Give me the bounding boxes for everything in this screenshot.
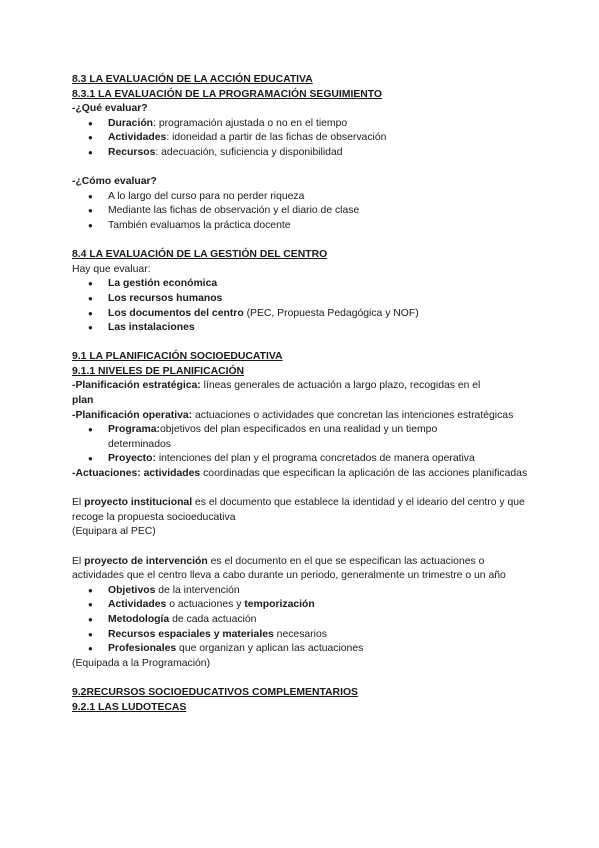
list-item: ● Recursos: adecuación, suficiencia y disponibilidad <box>72 146 532 161</box>
list-item: ● Los documentos del centro (PEC, Propuesta Pedagógica y NOF) <box>72 307 532 322</box>
subsection-heading-8-3-1: 8.3.1 LA EVALUACIÓN DE LA PROGRAMACIÓN SEGUIMIENTO <box>72 88 383 100</box>
list-item: ● Proyecto: intenciones del plan y el programa concretados de manera operativa <box>72 452 532 467</box>
document-page <box>72 73 532 715</box>
list-item: ● Los recursos humanos <box>72 292 532 307</box>
list-item: ● Metodología de cada actuación <box>72 613 532 628</box>
list-item: ● Actividades: idoneidad a partir de las fichas de observación <box>72 131 532 146</box>
intervention-note: (Equipada a la Programación) <box>72 657 211 669</box>
how-list <box>72 190 532 234</box>
section-heading-8-3: 8.3 LA EVALUACIÓN DE LA ACCIÓN EDUCATIVA <box>72 74 313 85</box>
subsection-heading-9-2-1: 9.2.1 LAS LUDOTECAS <box>72 701 187 713</box>
list-item: ● Duración: programación ajustada o no en el tiempo <box>72 117 532 132</box>
list-item: ● Recursos espaciales y materiales necesarios <box>72 628 532 643</box>
evaluate-list <box>72 277 532 335</box>
list-item: ● Mediante las fichas de observación y el diario de clase <box>72 204 532 219</box>
what-list <box>72 117 532 161</box>
question-what: -¿Qué evaluar? <box>72 103 148 115</box>
list-item: ● También evaluamos la práctica docente <box>72 219 532 234</box>
intro-text: Hay que evaluar: <box>72 263 151 275</box>
strategic-planning: -Planificación estratégica: líneas generales de actuación a largo plazo, recogidas en el plan <box>72 380 481 407</box>
operative-planning: -Planificación operativa: actuaciones o actividades que concretan las intenciones estratégicas <box>72 409 514 421</box>
list-item: ● Programa:objetivos del plan especificados en una realidad y un tiempo determinados <box>72 423 532 452</box>
list-item: ● Las instalaciones <box>72 321 532 336</box>
section-heading-8-4: 8.4 LA EVALUACIÓN DE LA GESTIÓN DEL CENTRO <box>72 249 328 261</box>
list-item: ● Objetivos de la intervención <box>72 584 532 599</box>
planning-list <box>72 423 532 467</box>
intervention-project-paragraph: El proyecto de intervención es el documento en el que se especifican las actuaciones o actividades que el centro lleva a cabo durante un periodo, generalmente un trimestre o un año <box>72 555 506 582</box>
intervention-list <box>72 584 532 657</box>
institutional-project-paragraph: El proyecto institucional es el documento que establece la identidad y el ideario del centro y que recoge la propuesta socioeducativa <box>72 497 525 523</box>
institutional-project-note: (Equipara al PEC) <box>72 526 156 538</box>
actions-paragraph: -Actuaciones: actividades coordinadas que especifican la aplicación de las acciones planificadas <box>72 468 528 480</box>
subsection-heading-9-1-1: 9.1.1 NIVELES DE PLANIFICACIÓN <box>72 365 245 377</box>
section-heading-9-1: 9.1 LA PLANIFICACIÓN SOCIOEDUCATIVA <box>72 351 283 363</box>
list-item: ● Profesionales que organizan y aplican las actuaciones <box>72 642 532 657</box>
list-item: ● Actividades o actuaciones y temporización <box>72 598 532 613</box>
section-heading-9-2: 9.2RECURSOS SOCIOEDUCATIVOS COMPLEMENTARIOS <box>72 686 358 698</box>
list-item: ● La gestión económica <box>72 277 532 292</box>
list-item: ● A lo largo del curso para no perder riqueza <box>72 190 532 205</box>
question-how: -¿Cómo evaluar? <box>72 176 157 188</box>
